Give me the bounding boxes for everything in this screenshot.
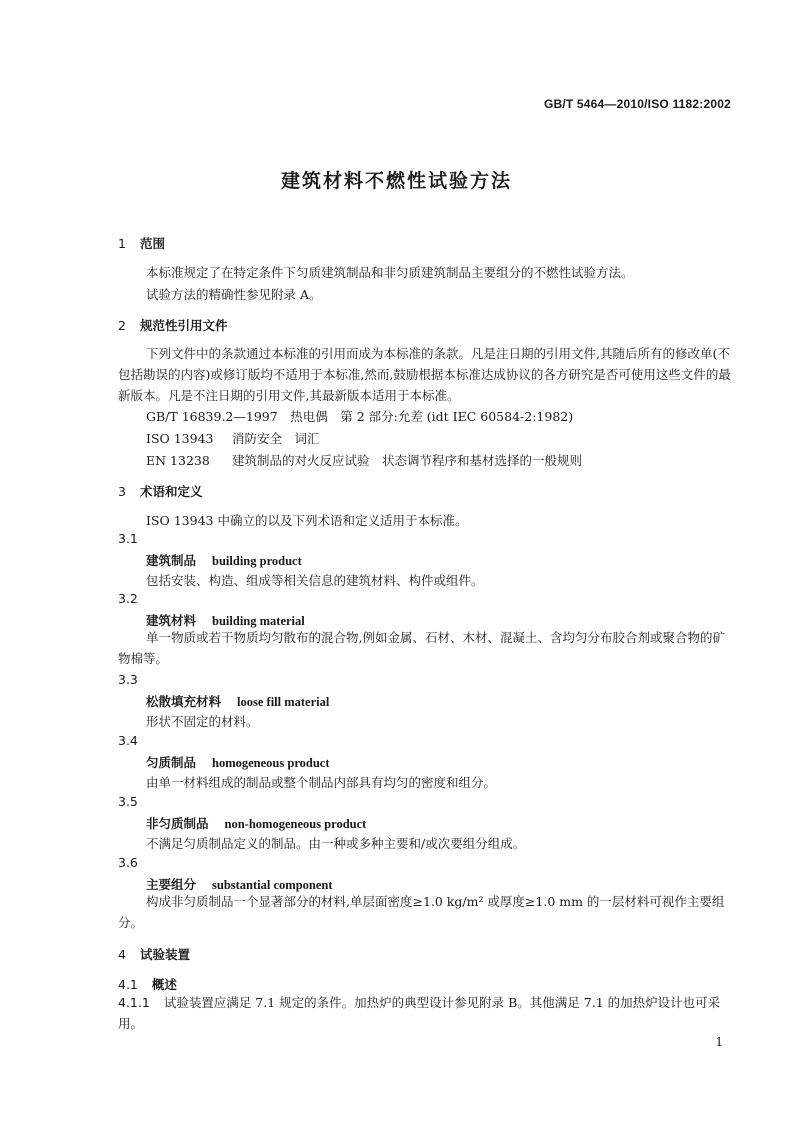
term-en: building material — [212, 614, 305, 628]
page-number: 1 — [715, 1035, 723, 1049]
definition-text: 单一物质或若干物质均匀散布的混合物,例如金属、石材、木材、混凝土、含均匀分布胶合剂或聚合物的矿物棉等。 — [118, 630, 725, 666]
term-zh: 建筑材料 — [146, 613, 197, 628]
subsection-4-1-heading — [118, 975, 177, 993]
term-en: non-homogeneous product — [224, 817, 367, 831]
standard-code: GB/T 5464—2010/ISO 1182:2002 — [543, 97, 731, 111]
section-number: 4 — [118, 947, 126, 962]
clause-number: 3.5 — [118, 794, 138, 809]
definition-text: 构成非匀质制品一个显著部分的材料,单层面密度≥1.0 kg/m² 或厚度≥1.0 mm 的一层材料可视作主要组分。 — [118, 894, 725, 930]
term-en: loose fill material — [237, 695, 330, 709]
clause-text: 试验装置应满足 7.1 规定的条件。加热炉的典型设计参见附录 B。其他满足 7.1 的加热炉设计也可采用。 — [118, 995, 721, 1031]
reference-item — [146, 429, 320, 447]
subsection-title: 概述 — [151, 977, 177, 992]
reference-code: ISO 13943 — [146, 431, 214, 446]
term-en: homogeneous product — [212, 756, 330, 770]
term-entry — [146, 753, 330, 771]
term-zh: 建筑制品 — [146, 553, 197, 568]
paragraph: 本标准规定了在特定条件下匀质建筑制品和非匀质建筑制品主要组分的不燃性试验方法。 — [146, 265, 634, 280]
section-4-heading — [118, 945, 190, 963]
section-number: 3 — [118, 484, 126, 499]
reference-title: 消防安全 词汇 — [232, 431, 320, 446]
clause-number: 3.1 — [118, 531, 138, 546]
term-zh: 非匀质制品 — [146, 816, 209, 831]
section-title: 范围 — [140, 236, 166, 251]
clause-number: 3.4 — [118, 733, 138, 748]
reference-title: 建筑制品的对火反应试验 状态调节程序和基材选择的一般规则 — [232, 453, 583, 468]
section-title: 试验装置 — [140, 947, 191, 962]
clause-number: 3.6 — [118, 855, 138, 870]
clause-number: 3.2 — [118, 591, 138, 606]
term-entry — [146, 692, 329, 710]
section-number: 1 — [118, 236, 126, 251]
section-1-heading — [118, 234, 165, 252]
term-definition: 不满足匀质制品定义的制品。由一种或多种主要和/或次要组分组成。 — [146, 836, 526, 851]
section-title: 术语和定义 — [140, 484, 203, 499]
reference-code: EN 13238 — [146, 453, 210, 468]
term-definition: 由单一材料组成的制品或整个制品内部具有均匀的密度和组分。 — [146, 775, 497, 790]
term-definition — [118, 627, 736, 669]
clause-number: 3.3 — [118, 672, 138, 687]
reference-title: 热电偶 第 2 部分:允差 (idt IEC 60584-2:1982) — [290, 409, 574, 424]
clause-number: 4.1.1 — [118, 995, 150, 1010]
paragraph: 试验方法的精确性参见附录 A。 — [146, 287, 322, 302]
reference-item — [146, 451, 582, 469]
subsection-number: 4.1 — [118, 977, 138, 992]
term-definition — [118, 891, 736, 933]
term-entry — [146, 814, 366, 832]
paragraph-text: 下列文件中的条款通过本标准的引用而成为本标准的条款。凡是注日期的引用文件,其随后所有的修改单(不包括勘误的内容)或修订版均不适用于本标准,然而,鼓励根据本标准达成协议的各方研究是否可使用这些文件的最新版本。凡是不注日期的引用文件,其最新版本适用于本标准。 — [118, 346, 731, 403]
term-definition: 形状不固定的材料。 — [146, 714, 259, 729]
term-en: substantial component — [212, 878, 333, 892]
section-title: 规范性引用文件 — [140, 318, 228, 333]
reference-item — [146, 407, 573, 425]
section-2-heading — [118, 316, 228, 334]
term-definition: 包括安装、构造、组成等相关信息的建筑材料、构件或组件。 — [146, 573, 484, 588]
section-3-heading — [118, 482, 203, 500]
paragraph — [118, 343, 736, 406]
term-zh: 松散填充材料 — [146, 694, 222, 709]
term-entry — [146, 551, 302, 569]
clause-paragraph — [118, 992, 736, 1034]
term-zh: 匀质制品 — [146, 755, 197, 770]
term-zh: 主要组分 — [146, 877, 197, 892]
reference-code: GB/T 16839.2—1997 — [146, 409, 278, 424]
document-title: 建筑材料不燃性试验方法 — [280, 170, 512, 192]
paragraph: ISO 13943 中确立的以及下列术语和定义适用于本标准。 — [146, 513, 468, 528]
term-en: building product — [212, 554, 302, 568]
section-number: 2 — [118, 318, 126, 333]
